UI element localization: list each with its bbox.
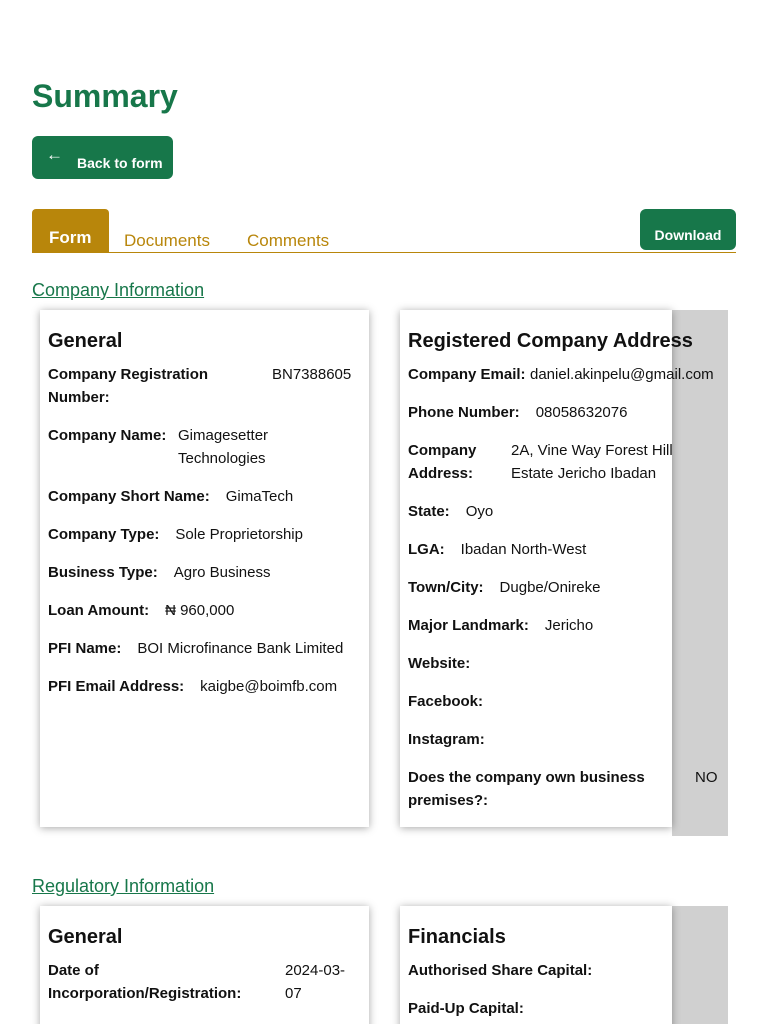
field-label: PFI Email Address: — [48, 678, 185, 695]
download-button[interactable]: Download — [640, 209, 736, 250]
tab-form[interactable]: Form — [32, 209, 109, 252]
financials-card — [400, 906, 672, 1024]
field-value: Ibadan North-West — [460, 541, 587, 558]
tab-bar — [32, 209, 736, 253]
field-row — [408, 690, 738, 713]
card-title: Financials — [408, 926, 506, 948]
field-label: LGA: — [408, 541, 445, 558]
field-row — [408, 652, 738, 675]
field-row — [48, 561, 361, 584]
field-value: kaigbe@boimfb.com — [200, 678, 338, 695]
field-label: Company Address: — [408, 442, 477, 482]
field-label: Company Email: — [408, 366, 526, 383]
company-information-heading[interactable]: Company Information — [32, 280, 205, 300]
field-value: Dugbe/Onireke — [499, 579, 601, 596]
field-label: Company Registration Number: — [48, 366, 209, 406]
company-address-card — [400, 310, 718, 827]
card-title: General — [48, 330, 123, 352]
company-general-card — [40, 310, 369, 827]
field-label: Phone Number: — [408, 404, 520, 421]
field-row — [48, 523, 361, 546]
card-title: General — [48, 926, 123, 948]
field-row — [408, 538, 738, 561]
back-to-form-label: Back to form — [77, 154, 163, 171]
page-title: Summary — [32, 78, 178, 114]
field-row — [408, 614, 738, 637]
field-row — [48, 959, 361, 1005]
field-label: PFI Name: — [48, 640, 122, 657]
field-row — [408, 959, 664, 982]
field-value: daniel.akinpelu@gmail.com — [530, 366, 714, 383]
field-label: Facebook: — [408, 693, 484, 710]
field-label: Does the company own business premises?: — [408, 769, 645, 809]
field-row — [408, 439, 738, 485]
tab-documents[interactable]: Documents — [124, 231, 210, 250]
field-label: Website: — [408, 655, 471, 672]
field-label: Date of Incorporation/Registration: — [48, 962, 242, 1002]
field-row — [408, 401, 738, 424]
field-label: Loan Amount: — [48, 602, 150, 619]
field-label: Company Type: — [48, 526, 160, 543]
field-row — [408, 997, 664, 1020]
field-row — [48, 637, 361, 660]
field-row — [48, 363, 361, 409]
field-label: Business Type: — [48, 564, 158, 581]
field-row — [48, 485, 361, 508]
field-value: Oyo — [465, 503, 494, 520]
field-row — [48, 599, 361, 622]
field-value: GimaTech — [225, 488, 294, 505]
field-label: Instagram: — [408, 731, 485, 748]
field-value: Gimagesetter Technologies — [178, 427, 269, 467]
field-value: 2A, Vine Way Forest Hill Estate Jericho Ibadan — [511, 442, 673, 482]
field-row — [408, 500, 738, 523]
field-value: ₦ 960,000 — [165, 602, 235, 619]
field-row — [408, 728, 738, 751]
field-row — [408, 576, 738, 599]
field-value: Sole Proprietorship — [175, 526, 303, 543]
field-label: Company Short Name: — [48, 488, 210, 505]
field-value: Agro Business — [173, 564, 271, 581]
field-row — [408, 363, 738, 386]
field-value: Jericho — [544, 617, 594, 634]
field-row — [408, 766, 738, 812]
field-label: Authorised Share Capital: — [408, 962, 593, 979]
arrow-left-icon: ← — [46, 144, 63, 164]
back-to-form-button[interactable] — [32, 136, 173, 179]
regulatory-general-card — [40, 906, 369, 1024]
field-label: Paid-Up Capital: — [408, 1000, 524, 1017]
scroll-overlay — [672, 906, 728, 1024]
field-label: Town/City: — [408, 579, 484, 596]
field-value: 2024-03-07 — [285, 962, 346, 1002]
field-label: State: — [408, 503, 450, 520]
field-label: Major Landmark: — [408, 617, 529, 634]
field-value: 08058632076 — [535, 404, 628, 421]
regulatory-information-heading[interactable]: Regulatory Information — [32, 876, 215, 896]
field-row — [48, 675, 361, 698]
field-row — [48, 424, 361, 470]
field-value: NO — [695, 769, 718, 786]
field-value: BOI Microfinance Bank Limited — [137, 640, 344, 657]
tab-comments[interactable]: Comments — [247, 231, 330, 250]
field-value: BN7388605 — [272, 366, 352, 383]
card-title: Registered Company Address — [408, 330, 693, 352]
field-label: Company Name: — [48, 427, 167, 444]
